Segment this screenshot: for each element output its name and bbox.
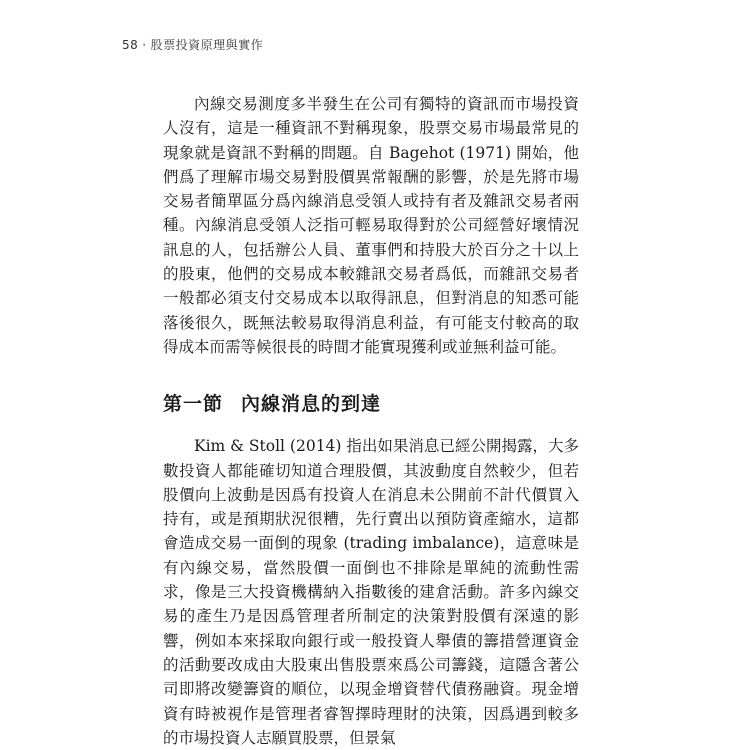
page-content [163, 92, 579, 750]
book-title: 股票投資原理與實作 [150, 38, 264, 52]
body-paragraph-1: 內線交易測度多半發生在公司有獨特的資訊而市場投資人沒有，這是一種資訊不對稱現象，股票交易市場最常見的現象就是資訊不對稱的問題。自 Bagehot (1971) 開始，他們爲了理解市場交易對股價異常報酬的影響，於是先將市場交易者簡單區分爲內線消息受領人或持有者及雜訊交易者兩種。內線消息受領人泛指可輕易取得對於公司經營好壞情況訊息的人，包括辦公人員、董事們和持股大於百分之十以上的股東，他們的交易成本較雜訊交易者爲低，而雜訊交易者一般都必須支付交易成本以取得訊息，但對消息的知悉可能落後很久，既無法較易取得消息利益，有可能支付較高的取得成本而需等候很長的時間才能實現獲利或並無利益可能。 [163, 95, 579, 356]
section-number: 第一節 [163, 393, 224, 416]
header-separator: · [142, 38, 147, 52]
body-paragraph-2: Kim & Stoll (2014) 指出如果消息已經公開揭露，大多數投資人都能確切知道合理股價，其波動度自然較少，但若股價向上波動是因爲有投資人在消息未公開前不計代價買入持有，或是預期狀況很糟，先行賣出以預防資產縮水，這都會造成交易一面倒的現象 (trading imbalance)，這意味是有內線交易，當然股價一面倒也不排除是單純的流動性需求，像是三大投資機構納入指數後的建倉活動。許多內線交易的產生乃是因爲管理者所制定的決策對股價有深遠的影響，例如本來採取向銀行或一般投資人舉債的籌措營運資金的活動要改成由大股東出售股票來爲公司籌錢，這隱含著公司即將改變籌資的順位，以現金增資替代債務融資。現金增資有時被視作是管理者睿智擇時理財的決策，因爲遇到較多的市場投資人志願買股票，但景氣 [163, 437, 579, 747]
page-number: 58 [122, 38, 139, 52]
section-title: 內線消息的到達 [241, 393, 382, 416]
section-heading [163, 389, 579, 416]
running-header [122, 36, 263, 53]
